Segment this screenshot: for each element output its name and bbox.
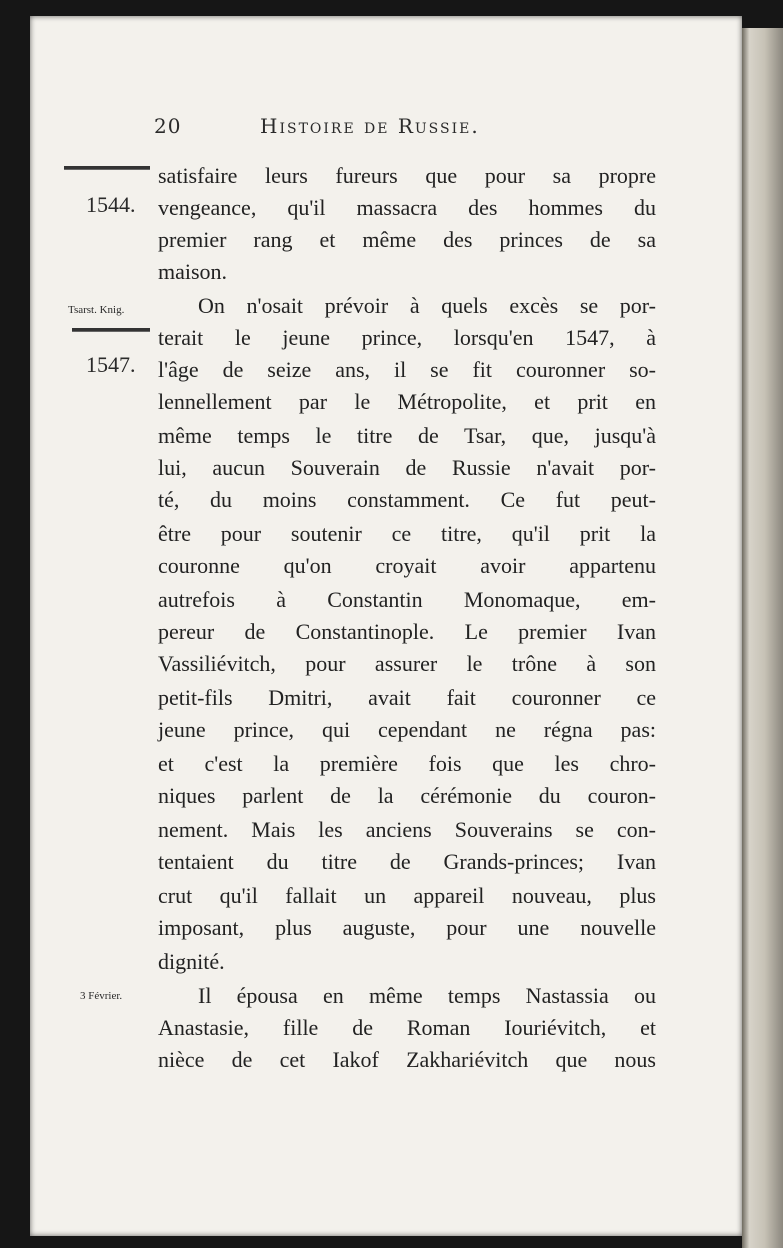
text-line: nièce de cet Iakof Zakhariévitch que nous bbox=[158, 1047, 656, 1072]
text-line: Vassiliévitch, pour assurer le trône à son bbox=[158, 651, 656, 676]
text-line: Il épousa en même temps Nastassia ou bbox=[198, 983, 656, 1008]
page-title: Histoire de Russie. bbox=[260, 114, 480, 138]
text-line: niques parlent de la cérémonie du couron- bbox=[158, 783, 656, 808]
running-head bbox=[150, 112, 670, 142]
text-line: être pour soutenir ce titre, qu'il prit la bbox=[158, 521, 656, 546]
text-line: satisfaire leurs fureurs que pour sa propre bbox=[158, 163, 656, 188]
book-edge bbox=[742, 28, 783, 1248]
text-line: dignité. bbox=[158, 949, 225, 974]
text-line: même temps le titre de Tsar, que, jusqu'à bbox=[158, 423, 656, 448]
text-line: terait le jeune prince, lorsqu'en 1547, à bbox=[158, 325, 656, 350]
text-line: nement. Mais les anciens Souverains se con- bbox=[158, 817, 656, 842]
text-line: pereur de Constantinople. Le premier Ivan bbox=[158, 619, 656, 644]
margin-date-note: 3 Février. bbox=[80, 990, 123, 1002]
text-line: imposant, plus auguste, pour une nouvelle bbox=[158, 915, 656, 940]
text-line: premier rang et même des princes de sa bbox=[158, 227, 656, 252]
text-line: jeune prince, qui cependant ne régna pas: bbox=[158, 717, 656, 742]
margin-rule bbox=[72, 328, 150, 332]
text-line: On n'osait prévoir à quels excès se por- bbox=[198, 293, 656, 318]
text-line: maison. bbox=[158, 259, 228, 284]
text-line: lennellement par le Métropolite, et prit en bbox=[158, 389, 656, 414]
page-number: 20 bbox=[154, 114, 182, 138]
text-line: lui, aucun Souverain de Russie n'avait por- bbox=[158, 455, 656, 480]
text-line: té, du moins constamment. Ce fut peut- bbox=[158, 487, 656, 512]
text-line: et c'est la première fois que les chro- bbox=[158, 751, 656, 776]
text-line: autrefois à Constantin Monomaque, em- bbox=[158, 587, 656, 612]
text-line: tentaient du titre de Grands-princes; Ivan bbox=[158, 849, 656, 874]
text-line: vengeance, qu'il massacra des hommes du bbox=[158, 195, 656, 220]
text-line: couronne qu'on croyait avoir appartenu bbox=[158, 553, 656, 578]
text-line: petit-fils Dmitri, avait fait couronner ce bbox=[158, 685, 656, 710]
margin-year: 1547. bbox=[86, 352, 136, 377]
margin-rule bbox=[64, 166, 150, 170]
margin-source-note: Tsarst. Knig. bbox=[68, 304, 125, 316]
margin-year: 1544. bbox=[86, 192, 136, 217]
text-line: l'âge de seize ans, il se fit couronner so- bbox=[158, 357, 656, 382]
text-line: crut qu'il fallait un appareil nouveau, plus bbox=[158, 883, 656, 908]
text-line: Anastasie, fille de Roman Iouriévitch, et bbox=[158, 1015, 656, 1040]
